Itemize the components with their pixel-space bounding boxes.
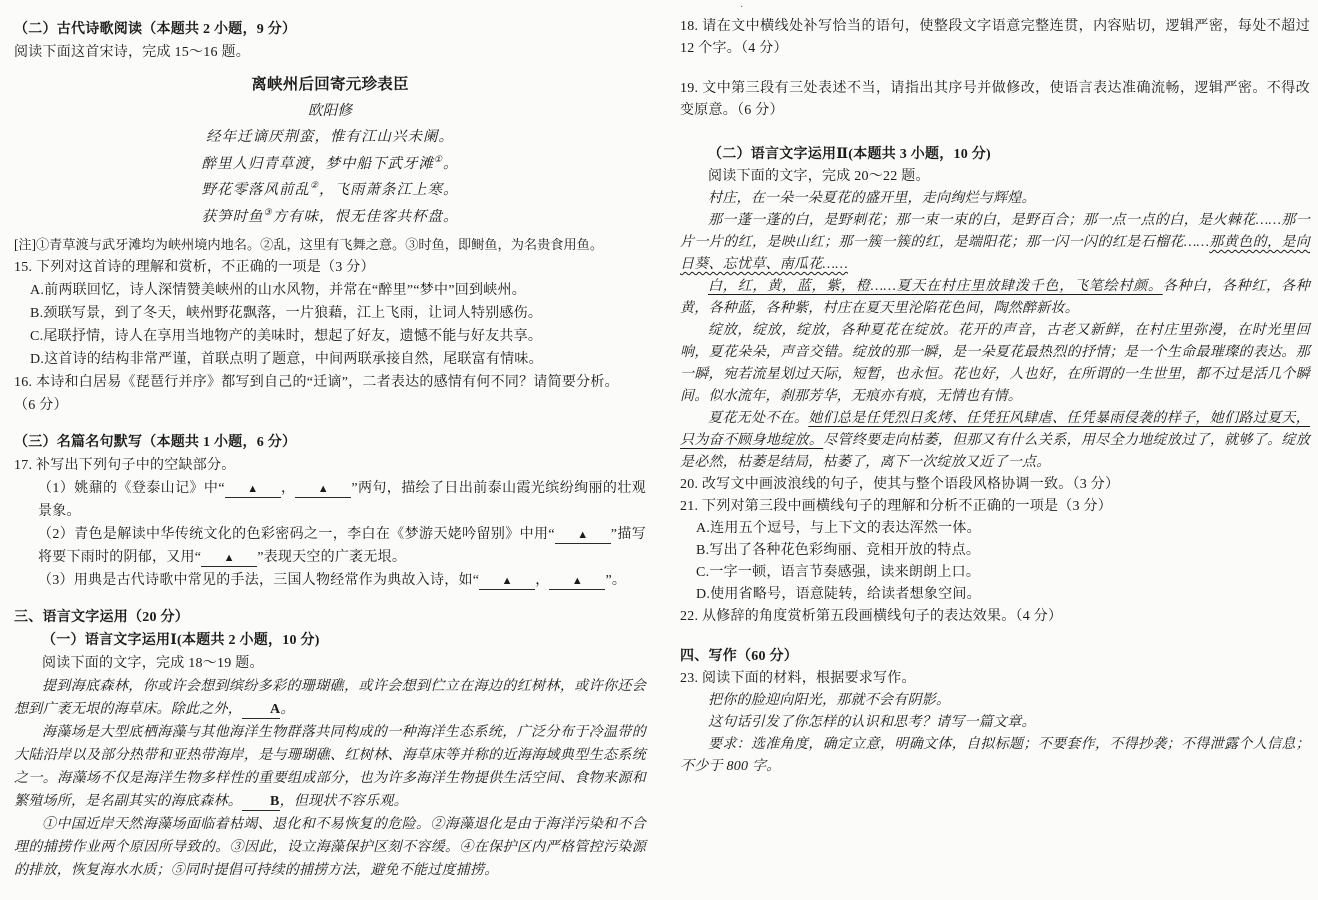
subsection-heading-language-2: （二）语言文字运用Ⅱ(本题共 3 小题，10 分) xyxy=(708,147,991,162)
wavy-underlined-sentence: 那黄色的，是向日葵、忘忧草、南瓜花…… xyxy=(680,235,1310,272)
poem-line-3: 野花零落风前乱②，飞雨萧条江上寒。 xyxy=(201,180,459,198)
language-2-paragraph-2: 那一蓬一蓬的白，是野刺花；那一束一束的白，是野百合；那一点一点的白，是火棘花……那一片一片的红，是映山红；那一簇一簇的红，是端阳花；那一闪一闪的红是石榴花……那黄色的，是向日葵、忘忧草、南瓜花…… xyxy=(680,213,1310,272)
question-23-stem: 23. 阅读下面的材料，根据要求写作。 xyxy=(680,671,916,686)
answer-blank: ▲ xyxy=(201,551,257,567)
spacer xyxy=(14,417,646,431)
question-18-stem: 18. 请在文中横线处补写恰当的语句，使整段文字语意完整连贯，内容贴切，逻辑严密，每处不超过 12 个字。（4 分） xyxy=(680,19,1310,56)
question-21-option-a: A.连用五个逗号，与上下文的表达浑然一体。 xyxy=(696,521,981,536)
language-2-instruction: 阅读下面的文字，完成 20～22 题。 xyxy=(708,169,930,184)
answer-blank: ▲ xyxy=(225,482,281,498)
question-23-material-1: 把你的脸迎向阳光，那就不会有阴影。 xyxy=(708,693,951,708)
section-heading-dictation: （三）名篇名句默写（本题共 1 小题，6 分） xyxy=(14,435,297,450)
question-23-material-2: 这句话引发了你怎样的认识和思考？请写一篇文章。 xyxy=(708,715,1036,730)
answer-blank: ▲ xyxy=(555,528,611,544)
poem-footnotes: [注]①青草渡与武牙滩均为峡州境内地名。②乱，这里有飞舞之意。③时鱼，即鲥鱼，为名贵食用鱼。 xyxy=(14,237,604,252)
language-2-paragraph-4: 绽放，绽放，绽放，各种夏花在绽放。花开的声音，古老又新鲜，在村庄里弥漫，在时光里回响，夏花朵朵，声音交错。绽放的那一瞬，是一朵夏花最热烈的抒情；是一个生命最璀璨的表达。那一瞬，宛若流星划过天际，短暂，也永恒。花也好，人也好，在所谓的一生世里，都不过是活几个瞬间。似水流年，刹那芳华，无痕亦有痕，无情也有情。 xyxy=(680,323,1310,404)
question-16-stem: 16. 本诗和白居易《琵琶行并序》都写到自己的“迁谪”，二者表达的感情有何不同？请简要分析。 xyxy=(14,375,619,390)
poem-title: 离峡州后回寄元珍表臣 xyxy=(251,76,409,93)
question-17-stem: 17. 补写出下列句子中的空缺部分。 xyxy=(14,458,236,473)
answer-blank: ▲ xyxy=(295,482,351,498)
spacer xyxy=(14,592,646,606)
question-17-item-3: （3）用典是古代诗歌中常见的手法，三国人物经常作为典故入诗，如“ ▲ ， ▲ ”。 xyxy=(38,573,627,588)
question-15-option-c: C.尾联抒情，诗人在享用当地物产的美味时，想起了好友，遗憾不能与好友共享。 xyxy=(30,329,543,344)
question-21-stem: 21. 下列对第三段中画横线句子的理解和分析不正确的一项是（3 分） xyxy=(680,499,1112,514)
footnote-marker-3: ③ xyxy=(263,206,273,217)
spacer xyxy=(680,628,1310,646)
language-2-paragraph-3: 白，红，黄，蓝，紫，橙……夏天在村庄里放肆泼千色，飞笔绘村颜。各种白，各种红，各种黄，各种蓝，各种紫，村庄在夏天里沦陷花色间，陶然醉新妆。 xyxy=(680,279,1310,316)
poetry-instruction: 阅读下面这首宋诗，完成 15～16 题。 xyxy=(14,45,250,60)
spacer xyxy=(680,122,1310,144)
top-print-mark: · xyxy=(740,2,744,13)
left-column xyxy=(14,0,646,882)
footnote-marker-1: ① xyxy=(433,153,444,164)
answer-blank-a: A xyxy=(242,702,280,719)
answer-blank: ▲ xyxy=(549,574,605,590)
language-2-paragraph-5: 夏花无处不在。她们总是任凭烈日炙烤、任凭狂风肆虐、任凭暴雨侵袭的样子，她们路过夏天，只为奋不顾身地绽放。尽管终要走向枯萎，但那又有什么关系，用尽全力地绽放过了，就够了。绽放是必然，枯萎是结局，枯萎了，离下一次绽放又近了一点。 xyxy=(680,411,1311,470)
poem-line-4: 获笋时鱼③方有味，恨无佳客共杯盘。 xyxy=(201,206,459,225)
poem-line-2: 醉里人归青草渡，梦中船下武牙滩①。 xyxy=(201,153,459,172)
language-1-paragraph-2: 海藻场是大型底栖海藻与其他海洋生物群落共同构成的一种海洋生态系统，广泛分布于冷温带的大陆沿岸以及部分热带和亚热带海岸，是与珊瑚礁、红树林、海草床等并称的近海海域典型生态系统之一。海藻场不仅是海洋生物多样性的重要组成部分，也为许多海洋生物提供生活空间、食物来源和繁殖场所，是名副其实的海底森林。 B，但现状不容乐观。 xyxy=(14,725,646,809)
section-heading-ancient-poetry: （二）古代诗歌阅读（本题共 2 小题，9 分） xyxy=(14,22,297,37)
question-21-option-b: B.写出了各种花色彩绚丽、竞相开放的特点。 xyxy=(696,543,981,558)
underlined-sentence-paragraph-3: 白，红，黄，蓝，紫，橙……夏天在村庄里放肆泼千色，飞笔绘村颜。 xyxy=(708,279,1163,294)
question-15-stem: 15. 下列对这首诗的理解和赏析，不正确的一项是（3 分） xyxy=(14,260,375,275)
spacer xyxy=(680,60,1310,78)
question-16-score: （6 分） xyxy=(14,398,68,413)
language-1-paragraph-3: ①中国近岸天然海藻场面临着枯竭、退化和不易恢复的危险。②海藻退化是由于海洋污染和不合理的捕捞作业两个原因所导致的。③因此，设立海藻保护区刻不容缓。④在保护区内严格管控污染源的排放，恢复海水水质；⑤同时提倡可持续的捕捞方法，避免不能过度捕捞。 xyxy=(14,817,646,878)
subsection-heading-language-1: （一）语言文字运用Ⅰ(本题共 2 小题，10 分) xyxy=(42,633,320,648)
right-column xyxy=(680,0,1310,778)
answer-blank-b: B xyxy=(242,794,280,811)
question-22-stem: 22. 从修辞的角度赏析第五段画横线句子的表达效果。（4 分） xyxy=(680,609,1063,624)
section-heading-language-use: 三、语言文字运用（20 分） xyxy=(14,610,189,625)
question-17-item-1: （1）姚鼐的《登泰山记》中“ ▲ ， ▲ ”两句，描绘了日出前泰山霞光缤纷绚丽的壮观景象。 xyxy=(38,481,647,519)
language-2-paragraph-1: 村庄，在一朵一朵夏花的盛开里，走向绚烂与辉煌。 xyxy=(708,191,1036,206)
question-15-option-d: D.这首诗的结构非常严谨，首联点明了题意，中间两联承接自然，尾联富有情味。 xyxy=(30,352,543,367)
footnote-marker-2: ② xyxy=(309,180,320,191)
question-21-option-c: C.一字一顿，语言节奏感强，读来朗朗上口。 xyxy=(696,565,981,580)
section-heading-writing: 四、写作（60 分） xyxy=(680,649,798,664)
underlined-sentence-paragraph-5: 她们总是任凭烈日炙烤、任凭狂风肆虐、任凭暴雨侵袭的样子，她们路过夏天，只为奋不顾身地绽放。 xyxy=(680,411,1311,448)
question-19-stem: 19. 文中第三段有三处表述不当，请指出其序号并做修改，使语言表达准确流畅，逻辑严密。不得改变原意。（6 分） xyxy=(680,81,1310,118)
poem-line-1: 经年迁谪厌荆蛮，惟有江山兴未阑。 xyxy=(206,129,454,145)
question-15-option-b: B.颈联写景，到了冬天，峡州野花飘落，一片狼藉，江上飞雨，让词人特别感伤。 xyxy=(30,306,543,321)
language-1-instruction: 阅读下面的文字，完成 18～19 题。 xyxy=(42,656,264,671)
language-1-paragraph-1: 提到海底森林，你或许会想到缤纷多彩的珊瑚礁，或许会想到伫立在海边的红树林，或许你还会想到广袤无垠的海草床。除此之外， A。 xyxy=(14,679,646,717)
question-23-requirements: 要求：选准角度，确定立意，明确文体，自拟标题；不要套作，不得抄袭；不得泄露个人信息；不少于 800 字。 xyxy=(680,737,1310,774)
question-15-option-a: A.前两联回忆，诗人深情赞美峡州的山水风物，并常在“醉里”“梦中”回到峡州。 xyxy=(30,283,526,298)
question-21-option-d: D.使用省略号，语意陡转，给读者想象空间。 xyxy=(696,587,981,602)
question-17-item-2: （2）青色是解读中华传统文化的色彩密码之一，李白在《梦游天姥吟留别》中用“ ▲ ”描写将要下雨时的阴郁，又用“ ▲ ”表现天空的广袤无垠。 xyxy=(38,527,647,565)
question-20-stem: 20. 改写文中画波浪线的句子，使其与整个语段风格协调一致。（3 分） xyxy=(680,477,1120,492)
answer-blank: ▲ xyxy=(479,574,535,590)
poem-author: 欧阳修 xyxy=(307,103,353,119)
